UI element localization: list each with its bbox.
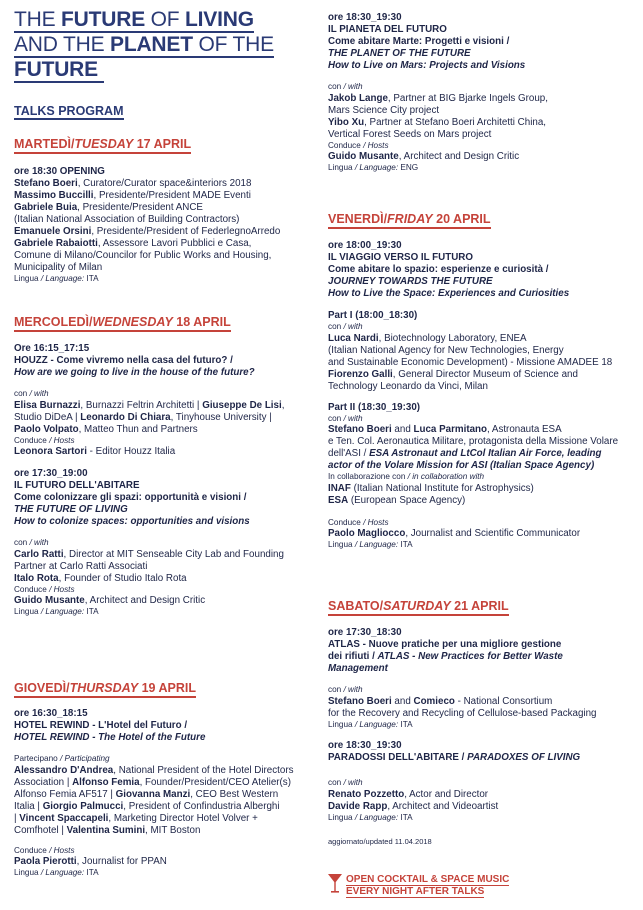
event-title-en: How to Live on Mars: Projects and Visions — [328, 60, 526, 71]
host-line: Guido Musante, Architect and Design Critic — [328, 151, 520, 162]
speaker-line: Gabriele Rabaiotti, Assessore Lavori Pubblici e Casa, — [14, 238, 252, 249]
language-note: Lingua / Language: ITA — [14, 607, 99, 616]
speaker-line: Stefano Boeri and Comieco - National Consortium — [328, 695, 553, 707]
speaker-line: Renato Pozzetto, Actor and Director — [328, 788, 489, 800]
speaker-line: Carlo Ratti, Director at MIT Senseable City Lab and Founding — [14, 548, 284, 560]
event-title-en: How to colonize spaces: opportunities and visions — [14, 516, 250, 527]
event-title: Come abitare lo spazio: esperienze e curiosità / — [328, 264, 549, 275]
speaker-line: Massimo Buccilli, Presidente/President MADE Eventi — [14, 190, 251, 201]
speaker-line: Comune di Milano/Councilor for Public Works and Housing, — [14, 250, 272, 261]
speaker-line: Alfonso Femia AF517 | Giovanna Manzi, CEO Best Western — [14, 788, 279, 800]
speaker-line: actor of the Volare Mission for ASI (Italian Space Agency) — [328, 460, 595, 471]
speaker-line: Elisa Burnazzi, Burnazzi Feltrin Architetti | Giuseppe De Lisi, — [14, 399, 285, 411]
with-label: con / with — [328, 778, 363, 787]
speaker-line: and Sustainable Economic Development) - Missione AMADEE 18 — [328, 356, 613, 368]
part-heading: Part II (18:30_19:30) — [328, 401, 421, 413]
event-title: PARADOSSI DELL'ABITARE / PARADOXES OF LIVING — [328, 752, 581, 763]
speaker-line: Gabriele Buia, Presidente/President ANCE — [14, 202, 203, 213]
speaker-line: Vertical Forest Seeds on Mars project — [328, 128, 492, 140]
host-line: Leonora Sartori - Editor Houzz Italia — [14, 446, 176, 457]
speaker-list — [328, 789, 634, 813]
speaker-line: Italia | Giorgio Palmucci, President of Confindustria Alberghi — [14, 800, 280, 812]
left-column — [14, 0, 314, 877]
speaker-list — [328, 93, 634, 141]
speaker-line: | Vincent Spaccapeli, Marketing Director Hotel Volver + — [14, 812, 258, 824]
speaker-line: Emanuele Orsini, Presidente/President of FederlegnoArredo — [14, 226, 281, 237]
speaker-line: Studio DiDeA | Leonardo Di Chiara, Tinyhouse University | — [14, 411, 272, 423]
speaker-line: Stefano Boeri, Curatore/Curator space&interiors 2018 — [14, 178, 252, 189]
event-title: IL FUTURO DELL'ABITARE — [14, 480, 140, 491]
language-note: Lingua / Language: ITA — [328, 540, 413, 549]
with-label: con / with — [328, 413, 363, 423]
hosts-label: Conduce / Hosts — [14, 435, 75, 445]
with-label: con / with — [328, 82, 363, 91]
cocktail-line-2: EVERY NIGHT AFTER TALKS — [346, 886, 485, 897]
with-label: con / with — [328, 322, 363, 331]
day-heading-saturday: SABATO/SATURDAY 21 APRIL — [328, 599, 509, 616]
speaker-list — [14, 549, 314, 585]
event-time: ore 18:00_19:30 — [328, 240, 402, 251]
hosts-label: Conduce / Hosts — [328, 517, 389, 527]
participating-label: Partecipano / Participating — [14, 754, 110, 763]
event-title: Come colonizzare gli spazi: opportunità e visioni / — [14, 492, 247, 503]
page-title: THE FUTURE OF LIVING AND THE PLANET OF THE FUTURE — [14, 8, 274, 81]
speaker-line: Fiorenzo Galli, General Director Museum of Science and — [328, 368, 578, 380]
talks-program-heading: TALKS PROGRAM — [14, 104, 124, 118]
event-title: IL VIAGGIO VERSO IL FUTURO — [328, 252, 473, 263]
with-label: con / with — [328, 685, 363, 694]
cocktail-line-1: OPEN COCKTAIL & SPACE MUSIC — [346, 874, 510, 885]
partner-line: INAF (Italian National Institute for Astrophysics) — [328, 482, 534, 494]
event-title-en: HOTEL REWIND - The Hotel of the Future — [14, 732, 206, 743]
day-heading-thursday: GIOVEDÌ/THURSDAY 19 APRIL — [14, 681, 196, 698]
language-note: Lingua / Language: ITA — [328, 812, 413, 822]
speaker-line: for the Recovery and Recycling of Cellulose-based Packaging — [328, 707, 597, 719]
day-heading-wednesday: MERCOLEDÌ/WEDNESDAY 18 APRIL — [14, 315, 231, 332]
language-note: Lingua / Language: ITA — [14, 868, 99, 877]
speaker-line: (Italian National Association of Building Contractors) — [14, 214, 240, 225]
event-title-en: How to Live the Space: Experiences and Curiosities — [328, 288, 570, 299]
speaker-line: Technology Leonardo da Vinci, Milan — [328, 380, 488, 392]
saturday-section — [328, 597, 634, 848]
event-title-en: THE PLANET OF THE FUTURE — [328, 48, 471, 59]
speaker-line: Municipality of Milan — [14, 262, 103, 273]
event-title: HOTEL REWIND - L'Hotel del Futuro / — [14, 720, 188, 731]
event-title: Come abitare Marte: Progetti e visioni / — [328, 36, 510, 47]
day-heading-tuesday: MARTEDÌ/TUESDAY 17 APRIL — [14, 137, 191, 154]
event-time: ore 18:30_19:30 — [328, 12, 402, 23]
hosts-label: Conduce / Hosts — [328, 140, 389, 150]
speaker-line: Paolo Volpato, Matteo Thun and Partners — [14, 423, 198, 435]
updated-note: aggiornato/updated 11.04.2018 — [328, 837, 432, 846]
partner-line: ESA (European Space Agency) — [328, 494, 466, 506]
day-heading-friday: VENERDÌ/FRIDAY 20 APRIL — [328, 212, 491, 229]
event-title: dei rifiuti / ATLAS - New Practices for Better Waste — [328, 651, 563, 662]
friday-section — [328, 210, 634, 551]
language-note: Lingua / Language: ITA — [328, 719, 413, 729]
collaboration-label: In collaborazione con / in collaboration with — [328, 472, 485, 481]
host-line: Paola Pierotti, Journalist for PPAN — [14, 856, 167, 867]
wednesday-section — [14, 313, 314, 618]
event-time: ore 18:30_19:30 — [328, 740, 402, 751]
event-time: ore 16:30_18:15 — [14, 708, 88, 719]
speaker-line: dell'ASI / ESA Astronaut and LtCol Italian Air Force, leading — [328, 448, 602, 459]
speaker-list — [328, 333, 634, 393]
speaker-line: Mars Science City project — [328, 104, 440, 116]
hosts-label: Conduce / Hosts — [14, 845, 75, 855]
cocktail-glass-icon — [328, 874, 342, 894]
language-note: Lingua / Language: ENG — [328, 163, 419, 172]
speaker-line: Yibo Xu, Partner at Stefano Boeri Architetti China, — [328, 116, 546, 128]
speaker-line: Comfhotel | Valentina Sumini, MIT Boston — [14, 824, 201, 836]
event-time: ore 18:30 OPENING — [14, 166, 105, 177]
with-label: con / with — [14, 538, 49, 547]
hosts-label: Conduce / Hosts — [14, 584, 75, 594]
language-note: Lingua / Language: ITA — [14, 274, 99, 283]
event-title: IL PIANETA DEL FUTURO — [328, 24, 447, 35]
event-time: ore 17:30_19:00 — [14, 468, 88, 479]
speaker-line: Alessandro D'Andrea, National President of the Hotel Directors — [14, 764, 294, 776]
speaker-line: e Ten. Col. Aeronautica Militare, protagonista della Missione Volare — [328, 436, 619, 447]
cocktail-note — [328, 872, 628, 902]
event-time: ore 17:30_18:30 — [328, 627, 402, 638]
event-time: Ore 16:15_17:15 — [14, 343, 90, 354]
speaker-line: Luca Nardi, Biotechnology Laboratory, ENEA — [328, 332, 527, 344]
thursday-section — [14, 679, 314, 879]
speaker-line: Italo Rota, Founder of Studio Italo Rota — [14, 572, 187, 584]
part-heading: Part I (18:00_18:30) — [328, 310, 418, 321]
mars-event — [328, 12, 634, 174]
tuesday-section — [14, 135, 314, 285]
speaker-line: Jakob Lange, Partner at BIG Bjarke Ingels Group, — [328, 92, 548, 104]
host-line: Paolo Magliocco, Journalist and Scientific Communicator — [328, 528, 581, 539]
with-label: con / with — [14, 389, 49, 398]
speaker-line: Stefano Boeri and Luca Parmitano, Astronauta ESA — [328, 424, 562, 435]
speaker-line: Partner at Carlo Ratti Associati — [14, 560, 148, 572]
event-title: HOUZZ - Come vivremo nella casa del futuro? / — [14, 355, 233, 366]
host-line: Guido Musante, Architect and Design Critic — [14, 595, 206, 606]
event-title-en: JOURNEY TOWARDS THE FUTURE — [328, 276, 493, 287]
event-title-en: Management — [328, 663, 388, 674]
event-title-en: THE FUTURE OF LIVING — [14, 504, 128, 515]
speaker-line: Association | Alfonso Femia, Founder/President/CEO Atelier(s) — [14, 776, 291, 788]
speaker-list — [14, 178, 314, 274]
event-title-en: How are we going to live in the house of the future? — [14, 367, 255, 378]
speaker-line: Davide Rapp, Architect and Videoartist — [328, 800, 499, 812]
speaker-line: (Italian National Agency for New Technologies, Energy — [328, 344, 564, 356]
event-title: ATLAS - Nuove pratiche per una migliore gestione — [328, 639, 562, 650]
